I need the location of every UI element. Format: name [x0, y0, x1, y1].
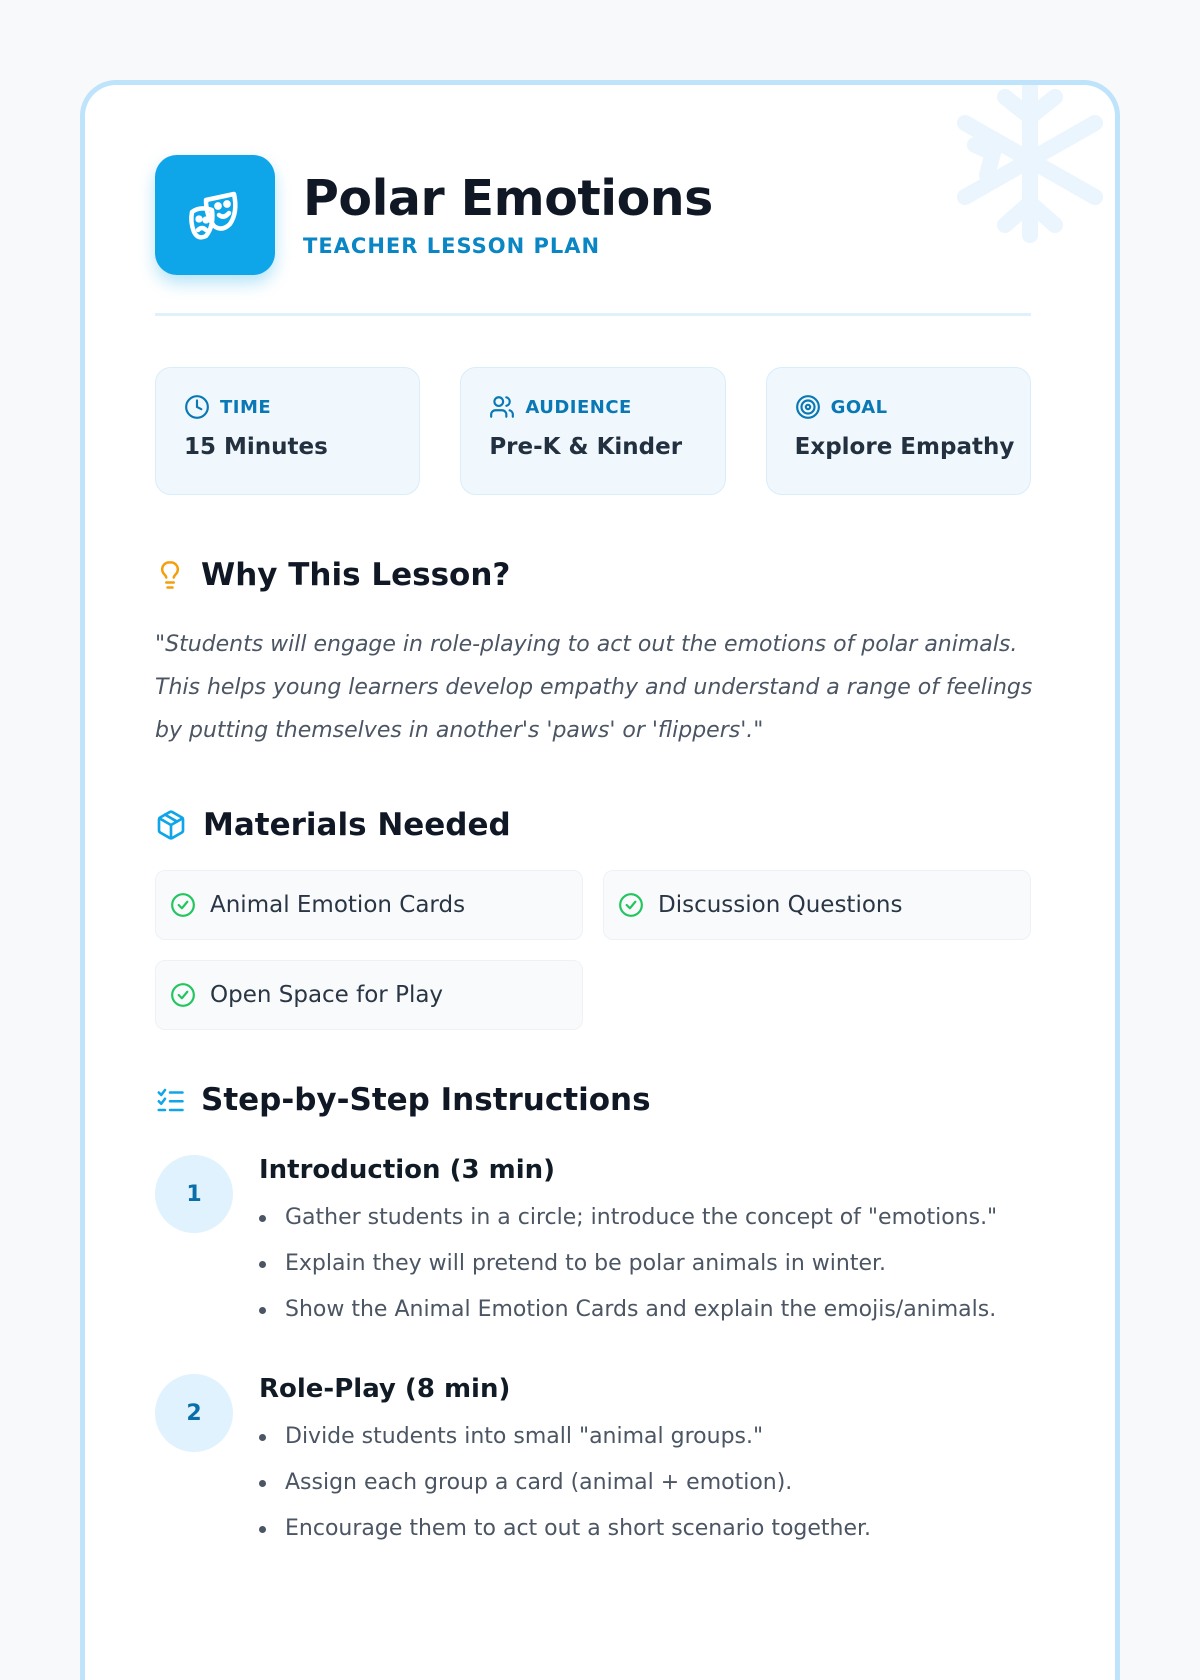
header-divider [155, 313, 1031, 316]
material-item [603, 870, 1031, 940]
material-item [155, 870, 583, 940]
clock-icon [184, 394, 210, 420]
users-icon [489, 394, 515, 420]
lesson-rationale: "Students will engage in role-playing to act out the emotions of polar animals. This helps young learners develop empathy and understand a range of feelings by putting themselves in another's 'paws' or 'flippers'." [155, 632, 1033, 743]
step-title: Role-Play (8 min) [259, 1374, 511, 1405]
instructions-heading [155, 1082, 651, 1118]
step-bullet: Encourage them to act out a short scenario together. [259, 1509, 1035, 1549]
step-bullets [259, 1417, 1035, 1549]
step-number: 1 [155, 1155, 233, 1233]
section-title: Why This Lesson? [201, 557, 511, 593]
step-bullets [259, 1198, 1035, 1330]
step-bullet: Assign each group a card (animal + emotion). [259, 1463, 1035, 1503]
stat-value: Explore Empathy [794, 434, 1015, 460]
materials-list [155, 870, 1031, 1030]
step-bullet: Explain they will pretend to be polar animals in winter. [259, 1244, 1035, 1284]
stat-audience [460, 367, 725, 495]
page-title: Polar Emotions [303, 170, 713, 228]
step-bullet: Show the Animal Emotion Cards and explain the emojis/animals. [259, 1290, 1035, 1330]
step-number: 2 [155, 1374, 233, 1452]
material-item [155, 960, 583, 1030]
stat-goal [766, 367, 1031, 495]
target-icon [795, 394, 821, 420]
material-label: Animal Emotion Cards [210, 892, 466, 918]
box-icon [155, 809, 187, 841]
lesson-header [155, 155, 713, 275]
check-circle-icon [170, 892, 196, 918]
stat-value: Pre-K & Kinder [489, 434, 683, 460]
checklist-icon [155, 1085, 185, 1115]
step-item [155, 1374, 1035, 1555]
section-title: Materials Needed [203, 807, 511, 843]
why-heading [155, 557, 510, 593]
stat-label: AUDIENCE [525, 396, 632, 418]
material-label: Discussion Questions [658, 892, 903, 918]
lightbulb-icon [155, 559, 185, 591]
theater-masks-icon [155, 155, 275, 275]
step-title: Introduction (3 min) [259, 1155, 556, 1185]
check-circle-icon [170, 982, 196, 1008]
page-subtitle: TEACHER LESSON PLAN [303, 233, 601, 258]
step-item [155, 1155, 1035, 1336]
materials-heading [155, 807, 511, 843]
stat-label: TIME [220, 396, 272, 418]
lesson-card [80, 80, 1120, 1680]
stat-time [155, 367, 420, 495]
step-bullet: Gather students in a circle; introduce the concept of "emotions." [259, 1198, 1035, 1238]
material-label: Open Space for Play [210, 982, 444, 1008]
stat-label: GOAL [830, 396, 888, 418]
step-bullet: Divide students into small "animal groups." [259, 1417, 1035, 1457]
lesson-stats [155, 367, 1031, 495]
snowflake-icon [935, 85, 1115, 255]
check-circle-icon [618, 892, 644, 918]
instruction-steps [155, 1155, 1035, 1593]
stat-value: 15 Minutes [184, 434, 328, 460]
section-title: Step-by-Step Instructions [201, 1082, 651, 1118]
